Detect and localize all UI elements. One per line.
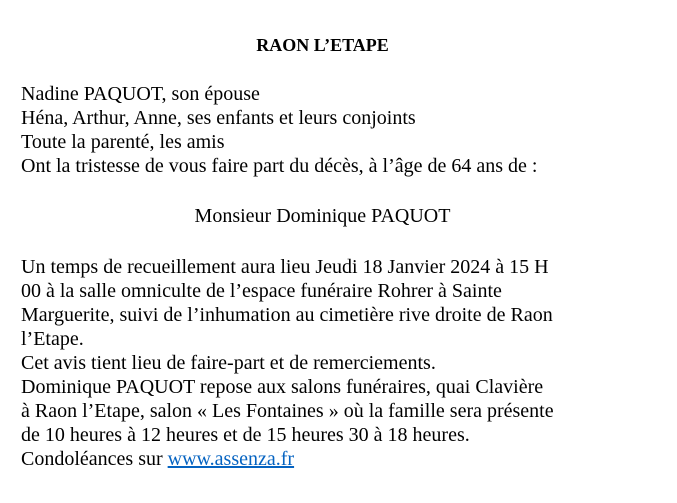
condolences-prefix: Condoléances sur [21, 448, 168, 470]
ceremony-details [21, 255, 631, 471]
detail-line: l’Etape. [21, 328, 84, 350]
detail-line: Marguerite, suivi de l’inhumation au cimetière rive droite de Raon [21, 304, 553, 326]
condolences-link[interactable]: www.assenza.fr [167, 448, 295, 470]
detail-line: de 10 heures à 12 heures et de 15 heures 30 à 18 heures. [21, 424, 470, 446]
detail-line: Dominique PAQUOT repose aux salons funéraires, quai Clavière [21, 376, 544, 398]
family-line-spouse: Nadine PAQUOT, son épouse [21, 83, 260, 105]
deceased-name: Monsieur Dominique PAQUOT [194, 205, 451, 227]
detail-line: Cet avis tient lieu de faire-part et de remerciements. [21, 352, 436, 374]
family-line-announcement: Ont la tristesse de vous faire part du décès, à l’âge de 64 ans de : [21, 155, 538, 177]
family-line-relatives: Toute la parenté, les amis [21, 131, 225, 153]
notice-title: RAON L’ETAPE [256, 35, 389, 55]
detail-line: à Raon l’Etape, salon « Les Fontaines » où la famille sera présente [21, 400, 554, 422]
family-line-children: Héna, Arthur, Anne, ses enfants et leurs conjoints [21, 107, 416, 129]
condolences-line [21, 447, 631, 471]
family-announcement [21, 82, 631, 178]
detail-line: Un temps de recueillement aura lieu Jeudi 18 Janvier 2024 à 15 H [21, 256, 549, 278]
detail-line: 00 à la salle omniculte de l’espace funéraire Rohrer à Sainte [21, 280, 502, 302]
